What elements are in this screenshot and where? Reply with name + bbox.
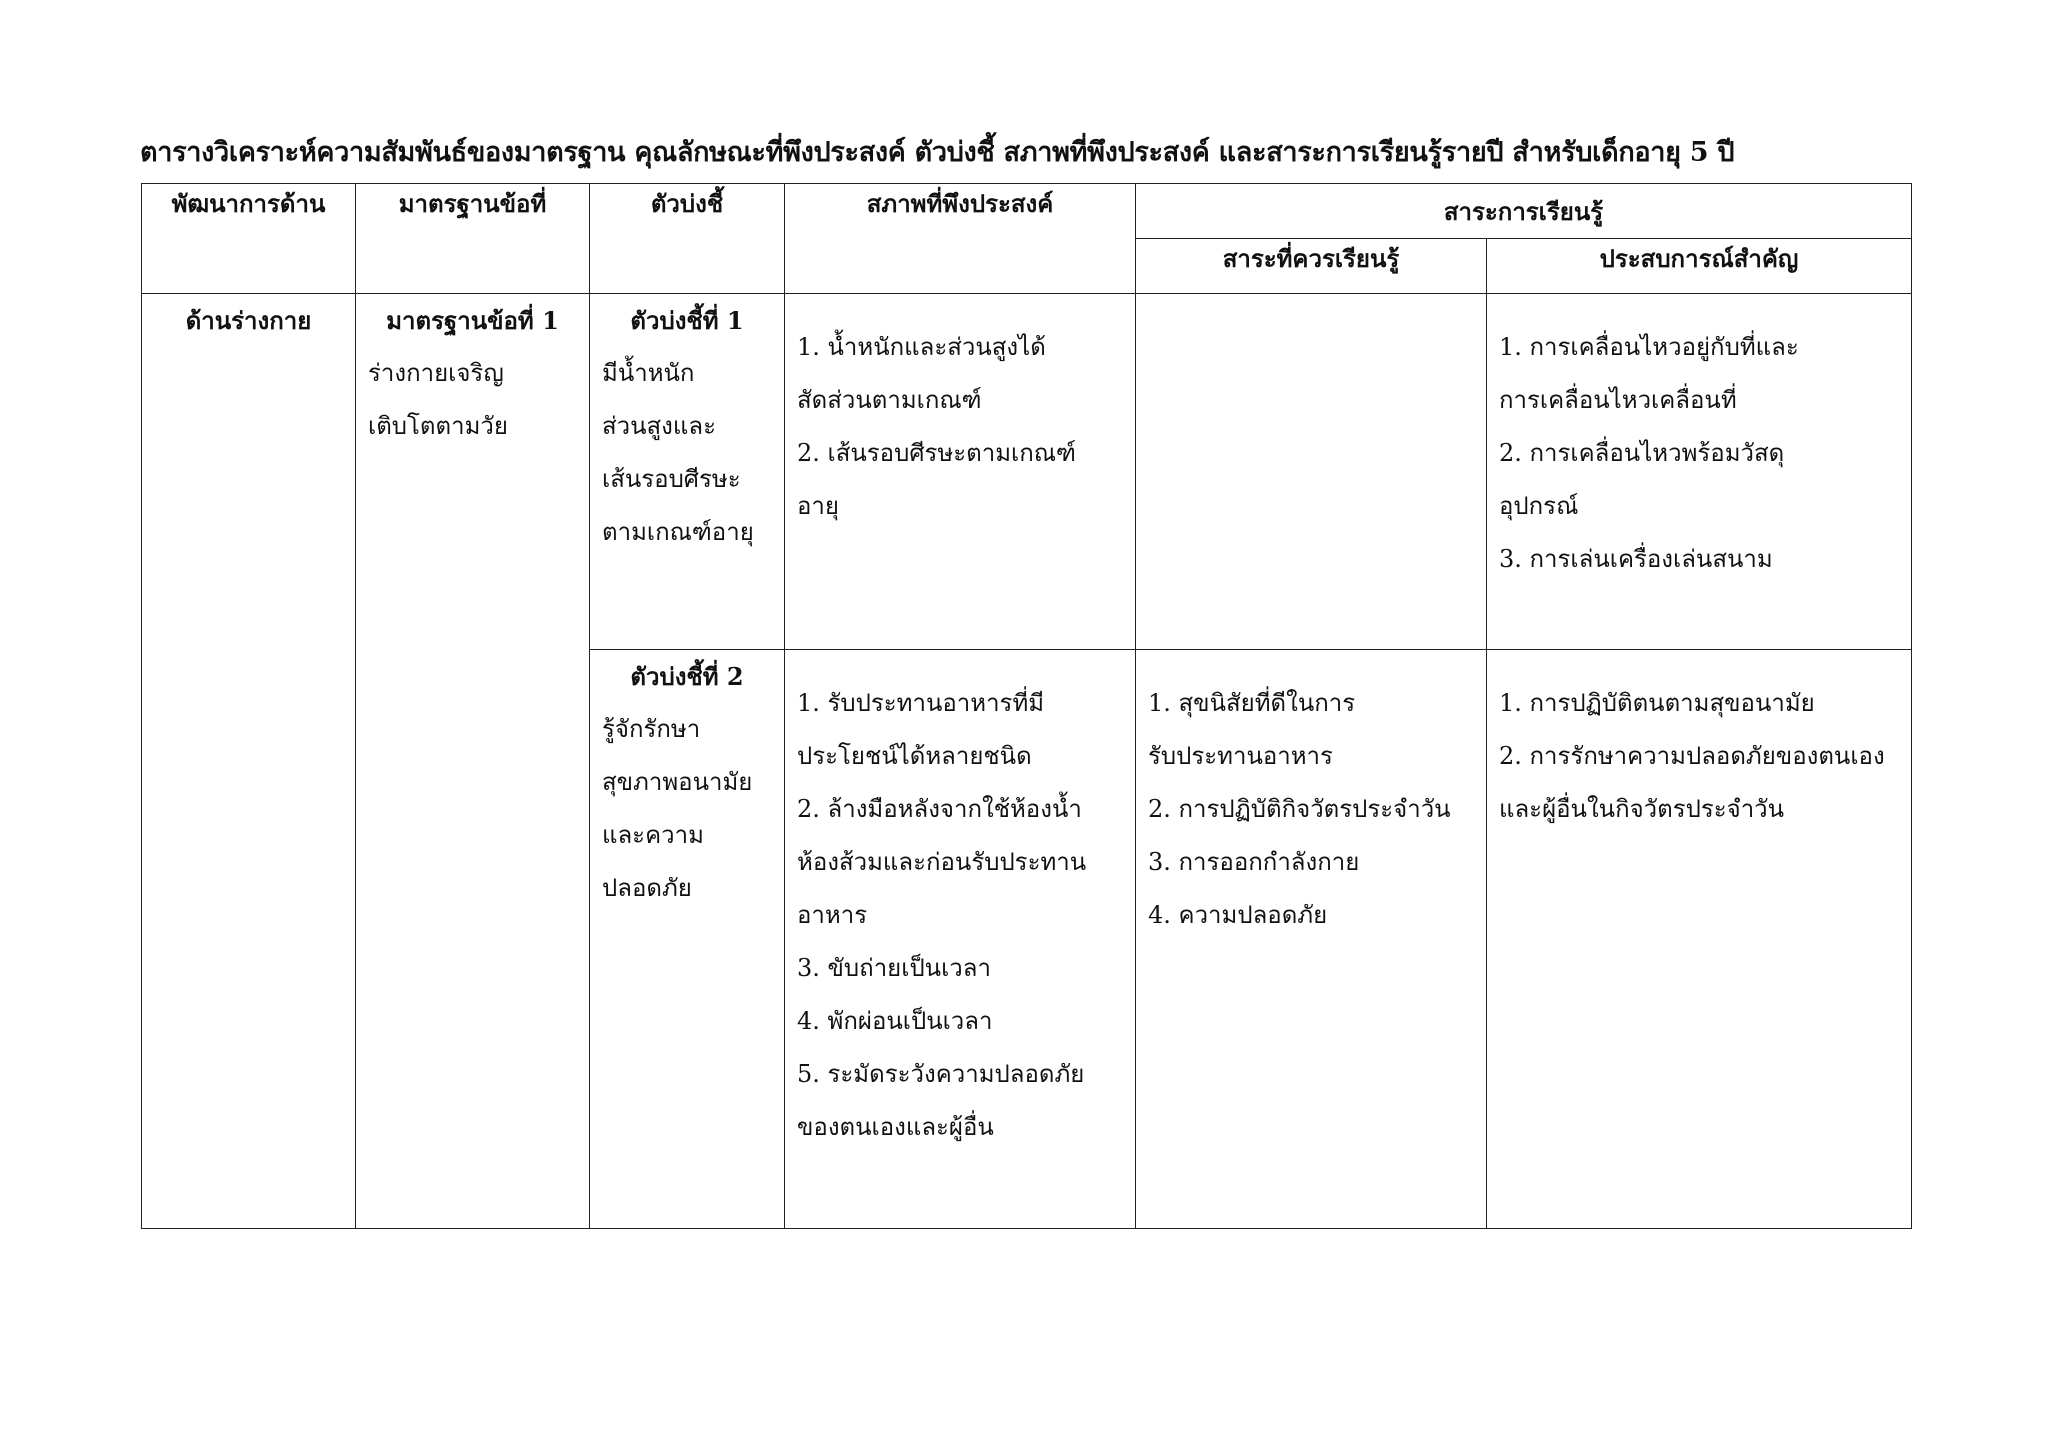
desired-item: 1. น้ำหนักและส่วนสูงได้ <box>797 333 1046 361</box>
desired-state-cell <box>785 294 1136 650</box>
desired-item: อาหาร <box>797 901 868 929</box>
header-development: พัฒนาการด้าน <box>142 184 356 294</box>
experience-item: 1. การเคลื่อนไหวอยู่กับที่และ <box>1499 333 1799 361</box>
content-item: 2. การปฏิบัติกิจวัตรประจำวัน <box>1148 795 1451 823</box>
desired-item: 5. ระมัดระวังความปลอดภัย <box>797 1060 1085 1088</box>
header-row <box>142 184 1912 239</box>
experience-item: และผู้อื่นในกิจวัตรประจำวัน <box>1499 795 1785 823</box>
experience-item: 3. การเล่นเครื่องเล่นสนาม <box>1499 545 1773 573</box>
table-row <box>142 294 1912 650</box>
experience-cell <box>1487 650 1912 1229</box>
experience-item: 2. การเคลื่อนไหวพร้อมวัสดุ <box>1499 439 1785 467</box>
desired-item: ประโยชน์ได้หลายชนิด <box>797 742 1032 770</box>
desired-item: 2. ล้างมือหลังจากใช้ห้องน้ำ <box>797 795 1082 823</box>
content-item: 1. สุขนิสัยที่ดีในการ <box>1148 689 1356 717</box>
standard-label: มาตรฐานข้อที่ 1 <box>386 306 559 335</box>
experience-cell <box>1487 294 1912 650</box>
content-item: 3. การออกกำลังกาย <box>1148 848 1360 876</box>
development-label: ด้านร่างกาย <box>185 306 312 335</box>
header-content-to-learn: สาระที่ควรเรียนรู้ <box>1136 239 1487 294</box>
standard-text: ร่างกายเจริญ <box>368 359 504 387</box>
indicator-cell <box>590 650 785 1229</box>
desired-item: 1. รับประทานอาหารที่มี <box>797 689 1045 717</box>
experience-item: 1. การปฏิบัติตนตามสุขอนามัย <box>1499 689 1815 717</box>
header-key-experiences: ประสบการณ์สำคัญ <box>1487 239 1912 294</box>
desired-item: ห้องส้วมและก่อนรับประทาน <box>797 848 1087 876</box>
indicator-label: ตัวบ่งชี้ที่ 1 <box>630 306 744 335</box>
indicator-text: และความ <box>602 821 704 849</box>
content-cell <box>1136 650 1487 1229</box>
experience-item: การเคลื่อนไหวเคลื่อนที่ <box>1499 386 1737 414</box>
experience-item: 2. การรักษาความปลอดภัยของตนเอง <box>1499 742 1885 770</box>
desired-item: ของตนเองและผู้อื่น <box>797 1113 994 1141</box>
content-item: 4. ความปลอดภัย <box>1148 901 1328 929</box>
analysis-table <box>141 183 1912 1229</box>
indicator-text: เส้นรอบศีรษะ <box>602 465 741 493</box>
standard-text: เติบโตตามวัย <box>368 412 508 440</box>
header-learning-content: สาระการเรียนรู้ <box>1136 184 1912 239</box>
indicator-text: มีน้ำหนัก <box>602 359 695 387</box>
content-cell <box>1136 294 1487 650</box>
desired-item: 2. เส้นรอบศีรษะตามเกณฑ์ <box>797 439 1076 467</box>
indicator-cell <box>590 294 785 650</box>
indicator-text: ส่วนสูงและ <box>602 412 716 440</box>
indicator-text: ตามเกณฑ์อายุ <box>602 518 754 546</box>
indicator-text: รู้จักรักษา <box>602 715 701 743</box>
desired-item: อายุ <box>797 492 839 520</box>
standard-cell <box>356 294 590 1229</box>
desired-item: 3. ขับถ่ายเป็นเวลา <box>797 954 991 982</box>
desired-item: 4. พักผ่อนเป็นเวลา <box>797 1007 993 1035</box>
desired-item: สัดส่วนตามเกณฑ์ <box>797 386 982 414</box>
experience-item: อุปกรณ์ <box>1499 492 1579 520</box>
header-standard: มาตรฐานข้อที่ <box>356 184 590 294</box>
desired-state-cell <box>785 650 1136 1229</box>
indicator-text: สุขภาพอนามัย <box>602 768 753 796</box>
indicator-text: ปลอดภัย <box>602 874 692 902</box>
indicator-label: ตัวบ่งชี้ที่ 2 <box>630 662 744 691</box>
development-cell <box>142 294 356 1229</box>
header-indicator: ตัวบ่งชี้ <box>590 184 785 294</box>
page-title: ตารางวิเคราะห์ความสัมพันธ์ของมาตรฐาน คุณลักษณะที่พึงประสงค์ ตัวบ่งชี้ สภาพที่พึงประสงค์ และสาระการเรียนรู้รายปี สำหรับเด็กอายุ 5 ปี <box>140 137 1735 168</box>
content-item: รับประทานอาหาร <box>1148 742 1333 770</box>
header-desired-state: สภาพที่พึงประสงค์ <box>785 184 1136 294</box>
